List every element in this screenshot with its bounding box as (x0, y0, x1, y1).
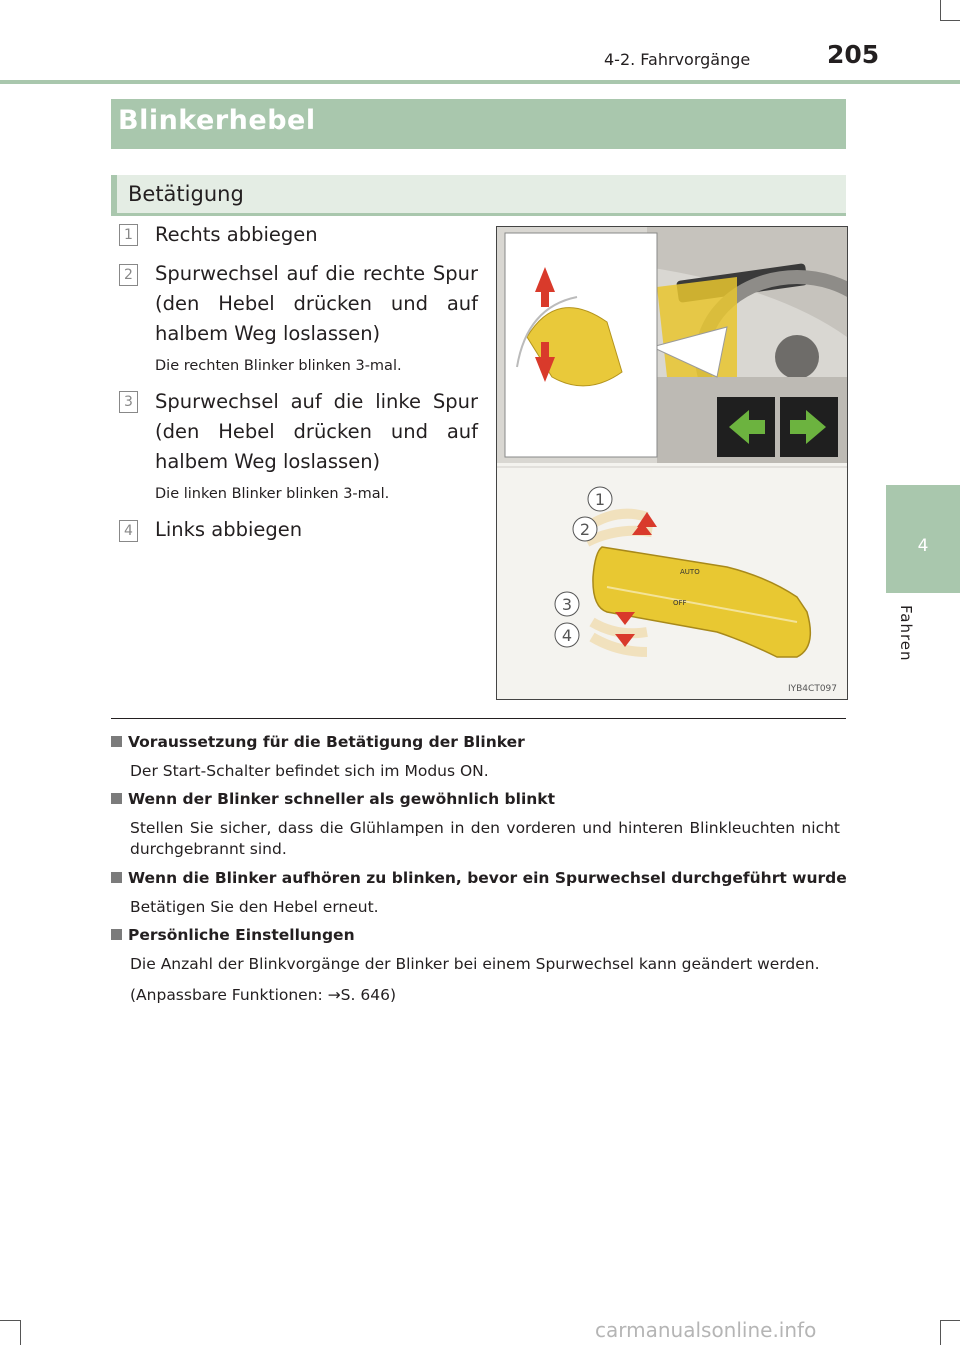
crop-mark (20, 1320, 21, 1345)
steering-hub (775, 335, 819, 379)
watermark: carmanualsonline.info (595, 1318, 817, 1342)
callout-4 (555, 623, 579, 647)
note-body: Die Anzahl der Blinkvorgänge der Blinker bei einem Spurwechsel kann geändert werden. (130, 955, 820, 973)
page-number: 205 (827, 40, 880, 69)
bullet-square-icon (111, 793, 122, 804)
illustration-svg (497, 227, 847, 699)
item-text: Links abbiegen (155, 518, 303, 541)
callout-1 (588, 487, 612, 511)
bullet-square-icon (111, 929, 122, 940)
lever-illustration (496, 226, 848, 700)
item-text: Rechts abbiegen (155, 223, 318, 246)
svg-text:1: 1 (594, 490, 606, 509)
item-text: Spurwechsel auf die linke Spur (den Hebel drücken und auf halbem Weg loslassen) (155, 390, 478, 473)
crop-mark (940, 1320, 941, 1345)
note-extra: (Anpassbare Funktionen: →S. 646) (130, 986, 396, 1004)
item-number: 3 (119, 391, 138, 413)
note-heading-text: Wenn der Blinker schneller als gewöhnlich blinkt (128, 790, 556, 808)
note-body: Betätigen Sie den Hebel erneut. (130, 898, 379, 916)
note-heading-text: Voraussetzung für die Betätigung der Blinker (128, 733, 525, 751)
header-rule (0, 80, 960, 84)
item-number: 2 (119, 264, 138, 286)
note-heading (111, 733, 525, 751)
crop-mark (940, 20, 960, 21)
bullet-square-icon (111, 736, 122, 747)
note-body: Stellen Sie sicher, dass die Glühlampen in den vorderen und hinteren Blinkleuchten nicht durchgebrannt sind. (130, 819, 840, 858)
item-note: Die linken Blinker blinken 3-mal. (155, 486, 390, 502)
item-number: 1 (119, 224, 138, 246)
arrow-3 (615, 612, 635, 625)
section-divider (111, 718, 846, 719)
subtitle-accent-bar (111, 175, 117, 213)
item-number: 4 (119, 520, 138, 542)
note-heading (111, 790, 555, 808)
item-note: Die rechten Blinker blinken 3-mal. (155, 358, 402, 374)
motion-trail-3 (592, 622, 647, 633)
note-heading (111, 926, 355, 944)
chapter-number: 4 (917, 536, 929, 556)
bullet-square-icon (111, 872, 122, 883)
figure-code: IYB4CT097 (787, 684, 837, 694)
callout-2 (573, 517, 597, 541)
svg-text:2: 2 (579, 520, 591, 539)
note-heading-text: Persönliche Einstellungen (128, 926, 355, 944)
svg-text:3: 3 (561, 595, 573, 614)
note-body: Der Start-Schalter befindet sich im Modus ON. (130, 762, 489, 780)
note-heading (111, 869, 847, 887)
page-title: Blinkerhebel (118, 105, 316, 136)
crop-mark (940, 0, 941, 20)
subtitle: Betätigung (128, 182, 244, 206)
callout-3 (555, 592, 579, 616)
lever-label-auto: AUTO (680, 568, 700, 576)
crop-mark (0, 1320, 20, 1321)
chapter-label: Fahren (897, 605, 915, 662)
svg-text:4: 4 (561, 626, 573, 645)
item-text: Spurwechsel auf die rechte Spur (den Hebel drücken und auf halbem Weg loslassen) (155, 262, 478, 345)
crop-mark (940, 1320, 960, 1321)
section-label: 4-2. Fahrvorgänge (604, 50, 751, 69)
lever-label-off: OFF (673, 599, 687, 607)
note-heading-text: Wenn die Blinker aufhören zu blinken, bevor ein Spurwechsel durchgeführt wurde (128, 869, 847, 887)
